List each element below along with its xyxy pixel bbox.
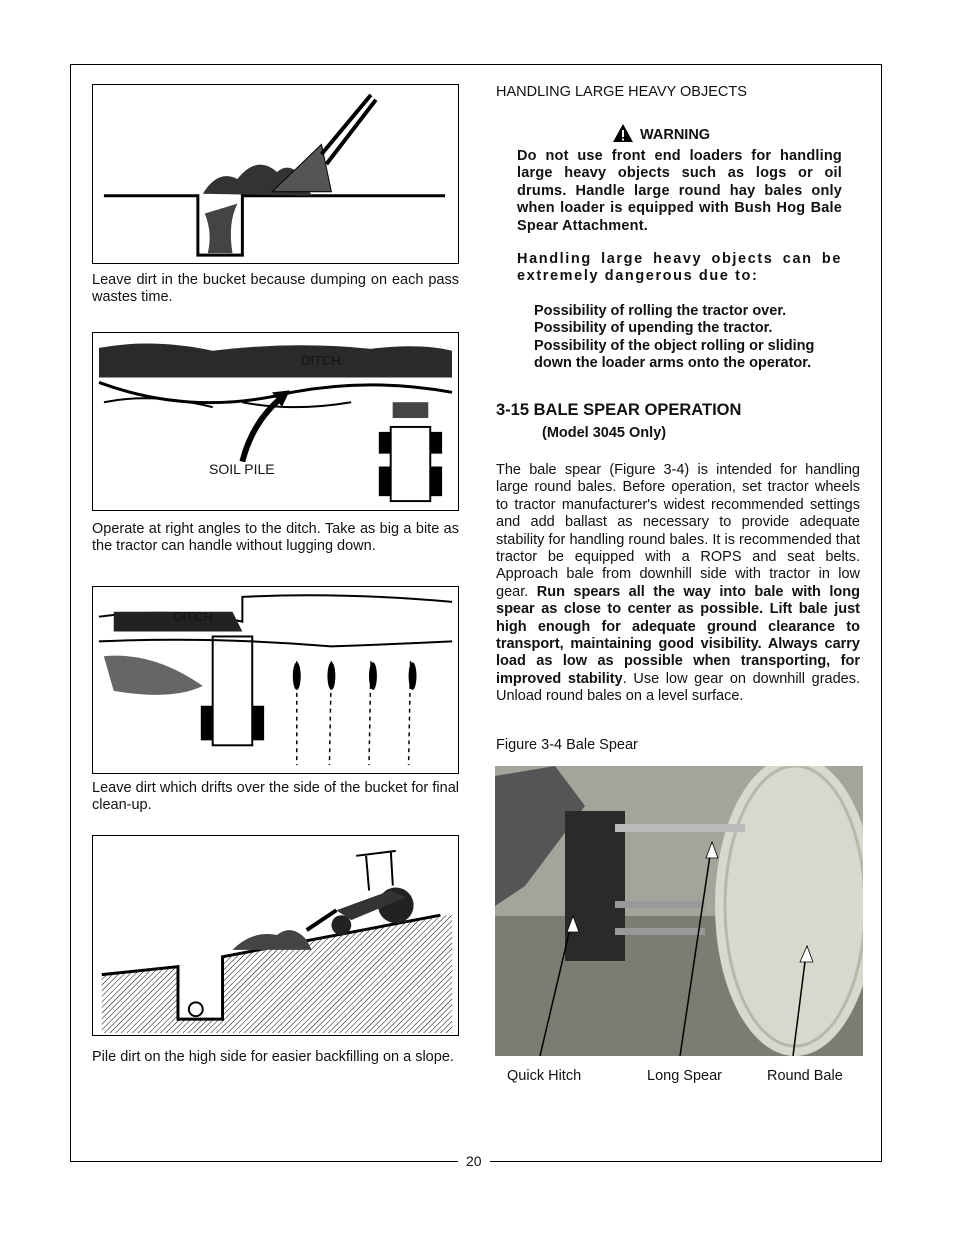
fig2-caption: Operate at right angles to the ditch. Take as big a bite as the tractor can handle without lugging down. (92, 521, 459, 554)
fig1-caption: Leave dirt in the bucket because dumping on each pass wastes time. (92, 272, 459, 305)
figure-slope (92, 835, 459, 1036)
warning-paragraph-1: Do not use front end loaders for handling large heavy objects such as logs or oil drums. Handle large round hay bales only when loader is equipped with Bush Hog Bale Spear Attachment. (517, 148, 842, 234)
warning-paragraph-2: Handling large heavy objects can be extremely dangerous due to: (517, 251, 842, 285)
bale-spear-photo-art (495, 766, 863, 1056)
warning-triangle-icon (612, 123, 634, 143)
body-text-bold: Run spears all the way into bale with long spear as close to center as possible. Lift bale just high enough for adequate ground clearance to transport, maintaining good visibility. Always carry load as low as possible when transporting, for improved stability (496, 583, 860, 687)
fig4-caption: Pile dirt on the high side for easier backfilling on a slope. (92, 1049, 454, 1065)
figure-caption: Figure 3-4 Bale Spear (496, 737, 638, 753)
body-text-part-1: The bale spear (Figure 3-4) is intended for handling large round bales. Before operation, set tractor wheels to tractor manufacturer's widest recommended settings and add ballast as necessary to provide adequate stability for handling round bales. It is recommended that tractor be equipped with a ROPS and seat belts. Approach bale from downhill side with tractor in low gear. (496, 462, 860, 600)
bale-spear-body (496, 462, 860, 706)
photo-label-quick-hitch: Quick Hitch (507, 1068, 582, 1084)
section-subtitle: (Model 3045 Only) (542, 425, 667, 441)
warning-label: WARNING (640, 127, 711, 143)
slope-illustration (93, 836, 458, 1035)
warning-heading (612, 123, 710, 144)
photo-label-round-bale: Round Bale (767, 1068, 843, 1084)
danger-item: Possibility of upending the tractor. (534, 320, 773, 337)
body-text-part-2: . Use low gear on downhill grades. Unload round bales on a level surface. (496, 670, 860, 705)
fig3-ditch-label: DITCH (173, 609, 213, 624)
page-number: 20 (458, 1153, 490, 1169)
danger-item: Possibility of the object rolling or sliding down the loader arms onto the operator. (534, 337, 815, 372)
bucket-dump-illustration (93, 85, 458, 263)
ditch-passes-illustration (93, 587, 458, 773)
section-title: 3-15 BALE SPEAR OPERATION (496, 401, 742, 419)
figure-ditch-passes (92, 586, 459, 774)
danger-item: Possibility of rolling the tractor over. (534, 303, 787, 319)
figure-ditch-top-view (92, 332, 459, 511)
photo-label-long-spear: Long Spear (647, 1068, 722, 1084)
fig2-ditch-label: DITCH (301, 353, 341, 368)
ditch-top-illustration (93, 333, 458, 510)
dangers-list (534, 303, 846, 373)
bale-spear-photo (495, 766, 863, 1056)
fig2-soil-label: SOIL PILE (209, 461, 275, 477)
figure-bucket-dump (92, 84, 459, 264)
heading-heavy-objects: HANDLING LARGE HEAVY OBJECTS (496, 84, 747, 100)
fig3-caption: Leave dirt which drifts over the side of the bucket for final clean-up. (92, 780, 459, 813)
